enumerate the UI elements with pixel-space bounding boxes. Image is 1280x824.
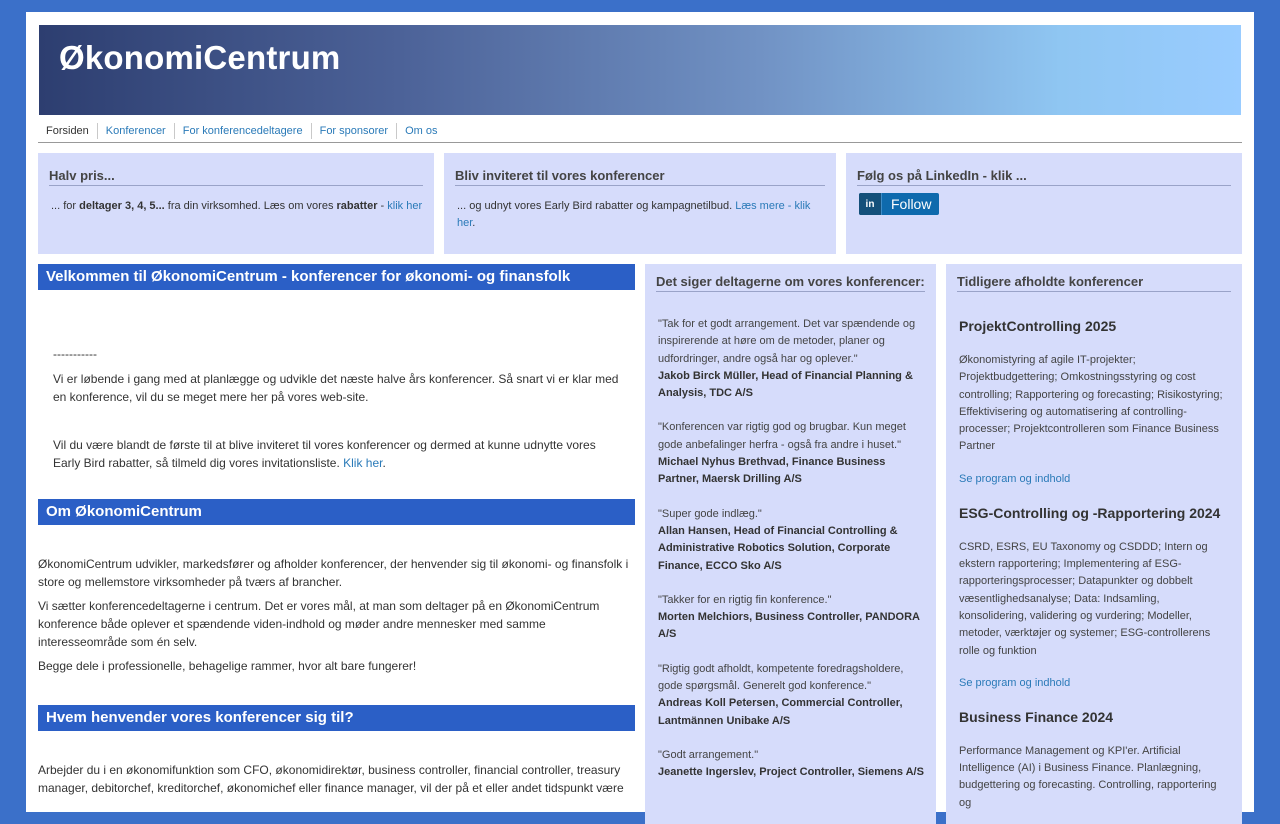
page [26, 12, 1254, 812]
nav-item-konferencer[interactable]: Konferencer [97, 123, 174, 139]
testimonial-author: Andreas Koll Petersen, Commercial Controller, Lantmännen Unibake A/S [658, 697, 903, 727]
half-price-box [38, 153, 434, 254]
half-price-bold-1: deltager 3, 4, 5... [79, 200, 165, 212]
testimonial-author: Allan Hansen, Head of Financial Controlling & Administrative Robotics Solution, Corporate Finance, ECCO Sko A/S [658, 524, 898, 572]
half-price-link[interactable]: klik her [387, 200, 423, 212]
dashes: ----------- [53, 347, 97, 361]
intro-paragraph-2-text: Vil du være blandt de første til at blive inviteret til vores konferencer og dermed at kunne udnytte vores Early Bird rabatter, så tilmeld dig vores invitationsliste. [53, 438, 596, 470]
testimonial-item [658, 592, 925, 644]
testimonial-item [658, 419, 925, 488]
invite-title: Bliv inviteret til vores konferencer [455, 168, 825, 186]
testimonial-list [656, 316, 925, 782]
half-price-bold-2: rabatter [336, 200, 378, 212]
testimonial-quote: "Konferencen var rigtig god og brugbar. Kun meget gode anbefalinger herfra - også fra andre i huset." [658, 421, 906, 451]
invite-text [455, 198, 825, 232]
about-paragraph-2: Vi sætter konferencedeltagerne i centrum. Det er vores mål, at man som deltager på en ØkonomiCentrum konference både oplever et spændende viden-indhold og møder andre mennesker med samme interesseområde som én selv. [38, 599, 600, 649]
testimonial-author: Jakob Birck Müller, Head of Financial Planning & Analysis, TDC A/S [658, 369, 913, 400]
about-paragraph-1: ØkonomiCentrum udvikler, markedsfører og afholder konferencer, der henvender sig til økonomi- og finansfolk i store og mellemstore virksomheder på tværs af brancher. [38, 557, 629, 589]
nav-item-forsiden[interactable]: Forsiden [46, 125, 89, 137]
welcome-heading: Velkommen til ØkonomiCentrum - konferencer for økonomi- og finansfolk [38, 264, 635, 290]
conference-program-link[interactable]: Se program og indhold [959, 472, 1071, 485]
conference-name[interactable]: ProjektControlling 2025 [959, 318, 1117, 334]
invite-link[interactable]: Læs mere - klik her [457, 200, 811, 229]
linkedin-follow-button[interactable] [859, 193, 939, 215]
linkedin-box [846, 153, 1242, 254]
previous-conferences-panel [946, 264, 1242, 824]
conference-name[interactable]: ESG-Controlling og -Rapportering 2024 [959, 504, 1221, 521]
testimonials-panel [645, 264, 936, 824]
half-price-text-1: ... for [51, 200, 80, 212]
invite-text-end: . [472, 217, 476, 229]
testimonial-item [658, 747, 925, 782]
follow-label: Follow [891, 196, 932, 212]
intro-paragraph-2 [53, 436, 625, 472]
testimonial-author: Michael Nyhus Brethvad, Finance Business Partner, Maersk Drilling A/S [658, 456, 886, 486]
testimonial-quote: "Rigtig godt afholdt, kompetente foredragsholdere, gode spørgsmål. Generelt god konference." [658, 662, 904, 693]
conference-description: Performance Management og KPI'er. Artificial Intelligence (AI) i Business Finance. Planlægning, budgettering og forecasting. Controlling, rapportering og [959, 744, 1217, 809]
audience-heading: Hvem henvender vores konferencer sig til? [38, 705, 635, 731]
conference-description: Økonomistyring af agile IT-projekter; Projektbudgettering; Omkostningsstyring og cost controlling; Rapportering og forecasting; Risikostyring; Effektivisering og automatisering af controlling-processer; Projektcontrolleren som Finance Business Partner [959, 354, 1223, 453]
previous-conferences-title: Tidligere afholdte konferencer [957, 274, 1231, 292]
testimonial-author: Jeanette Ingerslev, Project Controller, Siemens A/S [658, 766, 924, 779]
half-price-text [49, 198, 423, 215]
linkedin-icon: in [859, 193, 882, 215]
invitation-link[interactable]: Klik her [343, 456, 383, 470]
testimonial-author: Morten Melchiors, Business Controller, PANDORA A/S [658, 611, 920, 641]
audience-paragraph-1: Arbejder du i en økonomifunktion som CFO, økonomidirektør, business controller, financial controller, treasury manager, debitorchef, kreditorchef, økonomichef eller finance manager, vil der på et eller andet tidspunkt være [38, 763, 624, 795]
conference-program-link[interactable]: Se program og indhold [959, 676, 1071, 689]
testimonials-title: Det siger deltagerne om vores konferencer: [656, 274, 925, 292]
invite-text-body: ... og udnyt vores Early Bird rabatter og kampagnetilbud. [457, 200, 736, 212]
conference-list [957, 318, 1231, 812]
half-price-title: Halv pris... [49, 168, 423, 186]
about-heading: Om ØkonomiCentrum [38, 499, 635, 525]
testimonial-quote: "Godt arrangement." [658, 748, 759, 761]
nav-item-om-os[interactable]: Om os [396, 123, 445, 139]
half-price-text-3: - [377, 200, 388, 212]
testimonial-quote: "Tak for et godt arrangement. Det var spændende og inspirerende at høre om de metoder, planer og udfordringer, andre også har og oplever." [658, 318, 916, 365]
main-nav [38, 120, 1242, 143]
conference-name[interactable]: Business Finance 2024 [959, 708, 1114, 725]
intro-paragraph-1: Vi er løbende i gang med at planlægge og udvikle det næste halve års konferencer. Så snart vi er klar med en konference, vil du se meget mere her på vores web-site. [53, 372, 619, 404]
invite-box [444, 153, 836, 254]
testimonial-item [658, 506, 925, 575]
testimonial-item [658, 316, 925, 402]
nav-item-konferencedeltagere[interactable]: For konferencedeltagere [174, 123, 311, 139]
about-paragraph-3: Begge dele i professionelle, behagelige rammer, hvor alt bare fungerer! [38, 659, 417, 673]
testimonial-quote: "Takker for en rigtig fin konference." [658, 593, 832, 606]
nav-item-sponsorer[interactable]: For sponsorer [311, 123, 396, 139]
conference-description: CSRD, ESRS, EU Taxonomy og CSDDD; Intern og ekstern rapportering; Implementering af ESG-rapporteringsprocesser; Datapunkter og dobbelt væsentlighedsanalyse; Data: Indsamling, konsolidering, validering og vurdering; Modeller, metoder, værktøjer og systemer; ESG-controllerens rolle og funktion [959, 540, 1211, 657]
linkedin-title: Følg os på LinkedIn - klik ... [857, 168, 1231, 186]
intro-paragraph-2-end: . [382, 456, 386, 470]
header-banner [39, 25, 1241, 115]
half-price-text-2: fra din virksomhed. Læs om vores [164, 200, 337, 212]
testimonial-quote: "Super gode indlæg." [658, 507, 762, 520]
site-title[interactable]: ØkonomiCentrum [59, 39, 341, 76]
testimonial-item [658, 661, 925, 730]
